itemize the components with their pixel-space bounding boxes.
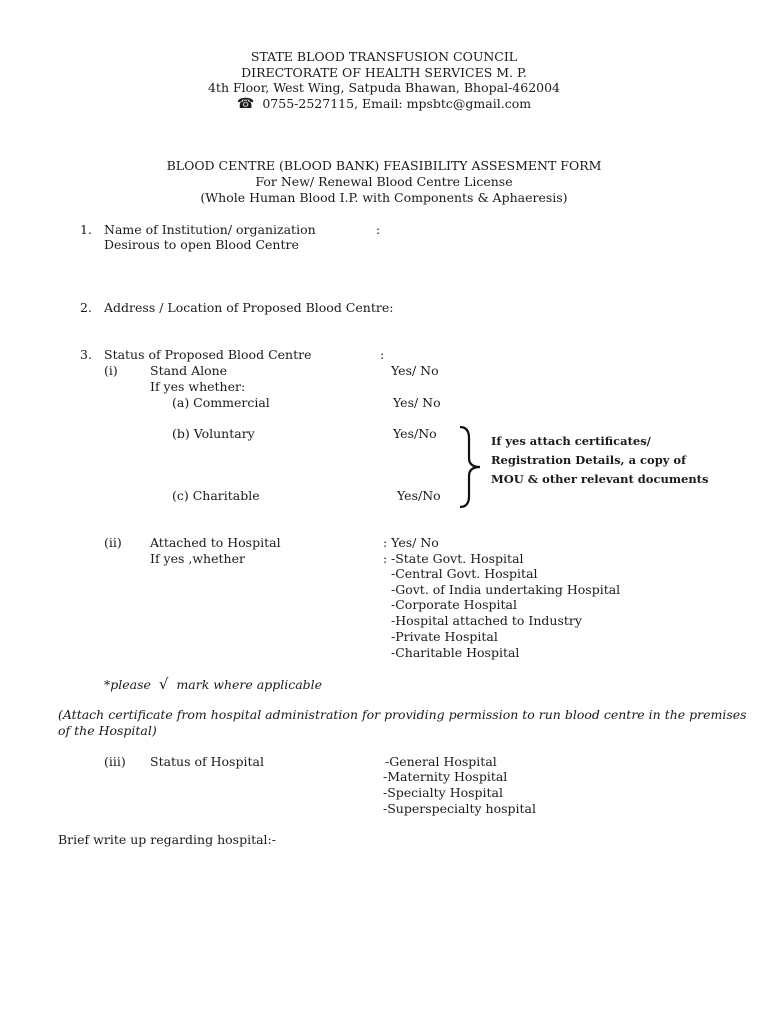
phone-email: 0755-2527115, Email: mpsbtc@gmail.com	[262, 96, 532, 111]
q3-number: 3.	[80, 347, 92, 362]
hospital-type-central: -Central Govt. Hospital	[391, 566, 538, 581]
write-up-label: Brief write up regarding hospital:-	[58, 832, 276, 847]
q1-label: Name of Institution/ organization	[104, 222, 316, 237]
voluntary-answer: Yes/No	[393, 426, 437, 441]
q3i-answer: Yes/ No	[391, 363, 439, 378]
q3ii-number: (ii)	[104, 535, 122, 550]
hospital-permission-note: (Attach certificate from hospital administration for providing permission to run blood centre in the premises of the Hospital)	[58, 707, 747, 738]
curly-brace-icon	[456, 424, 486, 510]
q3i-label: Stand Alone	[150, 363, 228, 378]
q3ii-label: Attached to Hospital	[150, 535, 281, 550]
option-commercial: (a) Commercial	[172, 395, 270, 410]
attach-note-line1: If yes attach certificates/	[491, 434, 651, 448]
q1-number: 1.	[80, 222, 92, 237]
q3i-if-yes: If yes whether:	[150, 379, 246, 394]
mark-note	[104, 676, 322, 693]
q3iii-label: Status of Hospital	[150, 754, 264, 769]
telephone-icon: ☎	[236, 96, 255, 112]
q3ii-if-yes: If yes ,whether	[150, 551, 245, 566]
status-superspecialty: -Superspecialty hospital	[383, 801, 536, 816]
q1-label-cont: Desirous to open Blood Centre	[104, 237, 299, 252]
directorate-name: DIRECTORATE OF HEALTH SERVICES M. P.	[241, 65, 527, 80]
council-name: STATE BLOOD TRANSFUSION COUNCIL	[250, 49, 518, 64]
form-subtitle: For New/ Renewal Blood Centre License	[255, 174, 513, 189]
hospital-type-private: -Private Hospital	[391, 629, 498, 644]
q3iii-number: (iii)	[104, 754, 126, 769]
status-maternity: -Maternity Hospital	[383, 769, 508, 784]
hospital-type-industry: -Hospital attached to Industry	[391, 613, 582, 628]
status-specialty: -Specialty Hospital	[383, 785, 504, 800]
attach-note-line2: Registration Details, a copy of	[491, 453, 687, 467]
address-line: 4th Floor, West Wing, Satpuda Bhawan, Bhopal-462004	[207, 80, 561, 95]
q3i-number: (i)	[104, 363, 118, 378]
form-title: BLOOD CENTRE (BLOOD BANK) FEASIBILITY ASSESMENT FORM	[166, 158, 602, 173]
option-voluntary: (b) Voluntary	[172, 426, 255, 441]
option-charitable: (c) Charitable	[172, 488, 260, 503]
contact-line	[0, 96, 768, 112]
hospital-type-state: -State Govt. Hospital	[391, 551, 524, 566]
q3-label: Status of Proposed Blood Centre	[104, 347, 312, 362]
hospital-type-corporate: -Corporate Hospital	[391, 597, 517, 612]
hospital-type-charitable: -Charitable Hospital	[391, 645, 520, 660]
mark-note-pre: *please	[104, 677, 151, 692]
q2-label: Address / Location of Proposed Blood Centre:	[104, 300, 394, 315]
attach-note-line3: MOU & other relevant documents	[491, 472, 709, 486]
commercial-answer: Yes/ No	[393, 395, 441, 410]
form-scope: (Whole Human Blood I.P. with Components & Aphaeresis)	[200, 190, 568, 205]
q3ii-colon: :	[383, 551, 388, 566]
status-general: -General Hospital	[385, 754, 497, 769]
q1-colon: :	[376, 222, 381, 237]
q3ii-answer: : Yes/ No	[383, 535, 439, 550]
q3-colon: :	[380, 347, 385, 362]
q2-number: 2.	[80, 300, 92, 315]
charitable-answer: Yes/No	[397, 488, 441, 503]
hospital-type-goi: -Govt. of India undertaking Hospital	[391, 582, 621, 597]
mark-note-post: mark where applicable	[176, 677, 323, 692]
check-mark-icon: √	[158, 675, 169, 693]
